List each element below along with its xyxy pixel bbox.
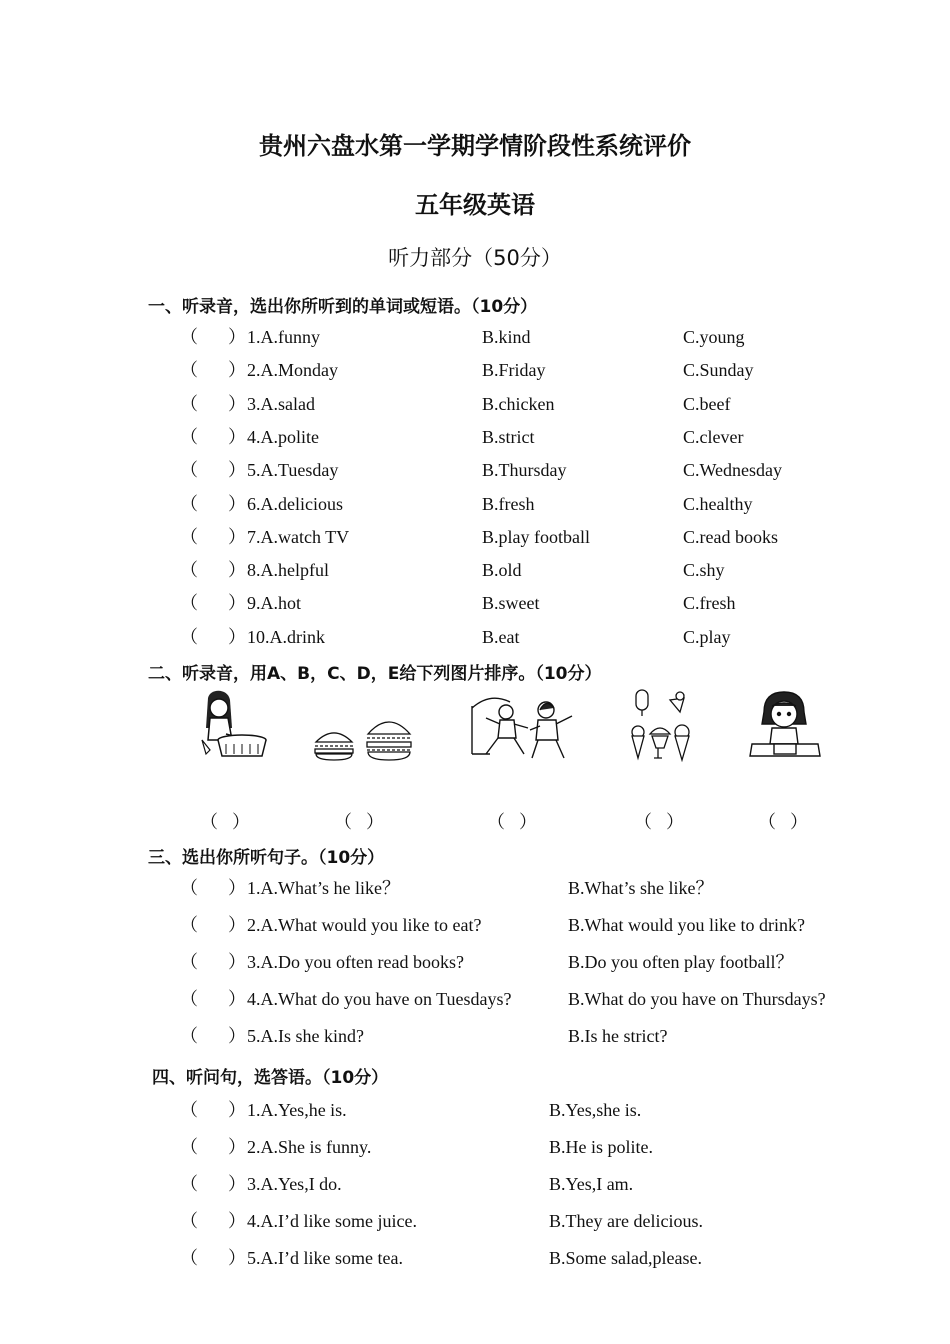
answer-blank-open[interactable]: （ — [180, 426, 198, 447]
option-a: 5.A.Is she kind? — [247, 1026, 364, 1046]
option-a: 3.A.Do you often read books? — [247, 952, 464, 972]
answer-blank-open[interactable]: （ — [180, 626, 198, 647]
option-a: 2.A.She is funny. — [247, 1137, 372, 1157]
option-a: 2.A.Monday — [247, 360, 338, 381]
answer-blank-close[interactable]: ） — [228, 626, 246, 647]
option-c: C.Sunday — [683, 360, 754, 381]
answer-blank-close[interactable]: ） — [228, 1100, 246, 1120]
option-a: 1.A.Yes,he is. — [247, 1100, 347, 1120]
section2-heading: 二、听录音，用A、B，C、D，E给下列图片排序。（10分） — [148, 664, 602, 684]
answer-blank-open[interactable]: （ — [180, 1100, 198, 1120]
answer-blank-open[interactable]: （ — [180, 1174, 198, 1194]
answer-blank-close[interactable]: ） — [228, 360, 246, 381]
answer-blank-open[interactable]: （ — [180, 1026, 198, 1046]
option-b: B.play football — [482, 526, 590, 547]
girl-drawing-icon — [748, 688, 822, 762]
option-a: 1.A.What’s he like？ — [247, 878, 400, 898]
picture-answer-3[interactable]: （ ） — [487, 812, 537, 832]
option-c: C.clever — [683, 426, 744, 447]
answer-blank-close[interactable]: ） — [228, 989, 246, 1009]
hamburgers-icon — [312, 688, 412, 762]
answer-blank-open[interactable]: （ — [180, 1137, 198, 1157]
section3-heading: 三、选出你所听句子。（10分） — [148, 848, 385, 868]
answer-blank-open[interactable]: （ — [180, 1211, 198, 1231]
option-b: B.fresh — [482, 493, 535, 514]
option-a: 9.A.hot — [247, 593, 301, 614]
answer-blank-close[interactable]: ） — [228, 952, 246, 972]
option-b: B.What’s she like？ — [568, 878, 714, 898]
answer-blank-close[interactable]: ） — [228, 915, 246, 935]
option-b: B.sweet — [482, 593, 540, 614]
picture-answer-2[interactable]: （ ） — [334, 812, 384, 832]
answer-blank-open[interactable]: （ — [180, 360, 198, 381]
answer-blank-open[interactable]: （ — [180, 989, 198, 1009]
section1-heading: 一、听录音，选出你所听到的单词或短语。（10分） — [148, 297, 538, 317]
girl-washing-icon — [196, 688, 268, 762]
option-b: B.What would you like to drink? — [568, 915, 805, 935]
option-a: 3.A.Yes,I do. — [247, 1174, 342, 1194]
kung-fu-icon — [470, 688, 580, 762]
answer-blank-open[interactable]: （ — [180, 952, 198, 972]
answer-blank-open[interactable]: （ — [180, 327, 198, 347]
answer-blank-close[interactable]: ） — [228, 1174, 246, 1194]
answer-blank-close[interactable]: ） — [228, 526, 246, 547]
option-c: C.read books — [683, 526, 778, 547]
option-a: 8.A.helpful — [247, 560, 329, 581]
picture-answer-1[interactable]: （ ） — [200, 812, 250, 832]
option-b: B.They are delicious. — [549, 1211, 703, 1231]
section4-heading: 四、听问句，选答语。（10分） — [152, 1068, 389, 1088]
option-a: 4.A.I’d like some juice. — [247, 1211, 417, 1231]
option-a: 4.A.What do you have on Tuesdays? — [247, 989, 512, 1009]
option-b: B.eat — [482, 626, 520, 647]
answer-blank-open[interactable]: （ — [180, 460, 198, 481]
answer-blank-close[interactable]: ） — [228, 1248, 246, 1268]
answer-blank-open[interactable]: （ — [180, 593, 198, 614]
option-c: C.young — [683, 327, 745, 347]
answer-blank-open[interactable]: （ — [180, 560, 198, 581]
answer-blank-close[interactable]: ） — [228, 460, 246, 481]
answer-blank-open[interactable]: （ — [180, 526, 198, 547]
option-c: C.fresh — [683, 593, 736, 614]
option-a: 2.A.What would you like to eat? — [247, 915, 482, 935]
picture-answer-4[interactable]: （ ） — [634, 812, 684, 832]
answer-blank-close[interactable]: ） — [228, 393, 246, 414]
option-b: B.old — [482, 560, 522, 581]
answer-blank-close[interactable]: ） — [228, 1026, 246, 1046]
option-a: 6.A.delicious — [247, 493, 343, 514]
answer-blank-open[interactable]: （ — [180, 493, 198, 514]
answer-blank-open[interactable]: （ — [180, 915, 198, 935]
option-b: B.What do you have on Thursdays? — [568, 989, 826, 1009]
option-a: 4.A.polite — [247, 426, 319, 447]
option-b: B.Yes,she is. — [549, 1100, 642, 1120]
option-b: B.strict — [482, 426, 535, 447]
answer-blank-close[interactable]: ） — [228, 327, 246, 347]
answer-blank-close[interactable]: ） — [228, 878, 246, 898]
option-b: B.Friday — [482, 360, 546, 381]
option-c: C.Wednesday — [683, 460, 783, 481]
option-a: 10.A.drink — [247, 626, 325, 647]
option-b: B.Yes,I am. — [549, 1174, 634, 1194]
option-b: B.Some salad,please. — [549, 1248, 702, 1268]
answer-blank-open[interactable]: （ — [180, 1248, 198, 1268]
answer-blank-close[interactable]: ） — [228, 593, 246, 614]
answer-blank-close[interactable]: ） — [228, 426, 246, 447]
exam-subtitle: 五年级英语 — [415, 191, 535, 219]
ice-creams-icon — [628, 688, 694, 762]
answer-blank-close[interactable]: ） — [228, 1137, 246, 1157]
option-a: 5.A.I’d like some tea. — [247, 1248, 403, 1268]
option-b: B.Is he strict? — [568, 1026, 668, 1046]
option-c: C.beef — [683, 393, 731, 414]
option-b: B.kind — [482, 327, 531, 347]
exam-title: 贵州六盘水第一学期学情阶段性系统评价 — [259, 132, 691, 160]
answer-blank-close[interactable]: ） — [228, 1211, 246, 1231]
option-b: B.Thursday — [482, 460, 567, 481]
option-c: C.play — [683, 626, 731, 647]
part-title: 听力部分（50分） — [388, 246, 562, 270]
option-b: B.Do you often play football？ — [568, 952, 794, 972]
option-c: C.shy — [683, 560, 725, 581]
answer-blank-close[interactable]: ） — [228, 493, 246, 514]
option-a: 1.A.funny — [247, 327, 320, 347]
answer-blank-close[interactable]: ） — [228, 560, 246, 581]
option-a: 3.A.salad — [247, 393, 315, 414]
answer-blank-open[interactable]: （ — [180, 393, 198, 414]
option-c: C.healthy — [683, 493, 753, 514]
option-a: 7.A.watch TV — [247, 526, 350, 547]
answer-blank-open[interactable]: （ — [180, 878, 198, 898]
option-a: 5.A.Tuesday — [247, 460, 339, 481]
option-b: B.He is polite. — [549, 1137, 653, 1157]
option-b: B.chicken — [482, 393, 555, 414]
picture-answer-5[interactable]: （ ） — [758, 812, 808, 832]
